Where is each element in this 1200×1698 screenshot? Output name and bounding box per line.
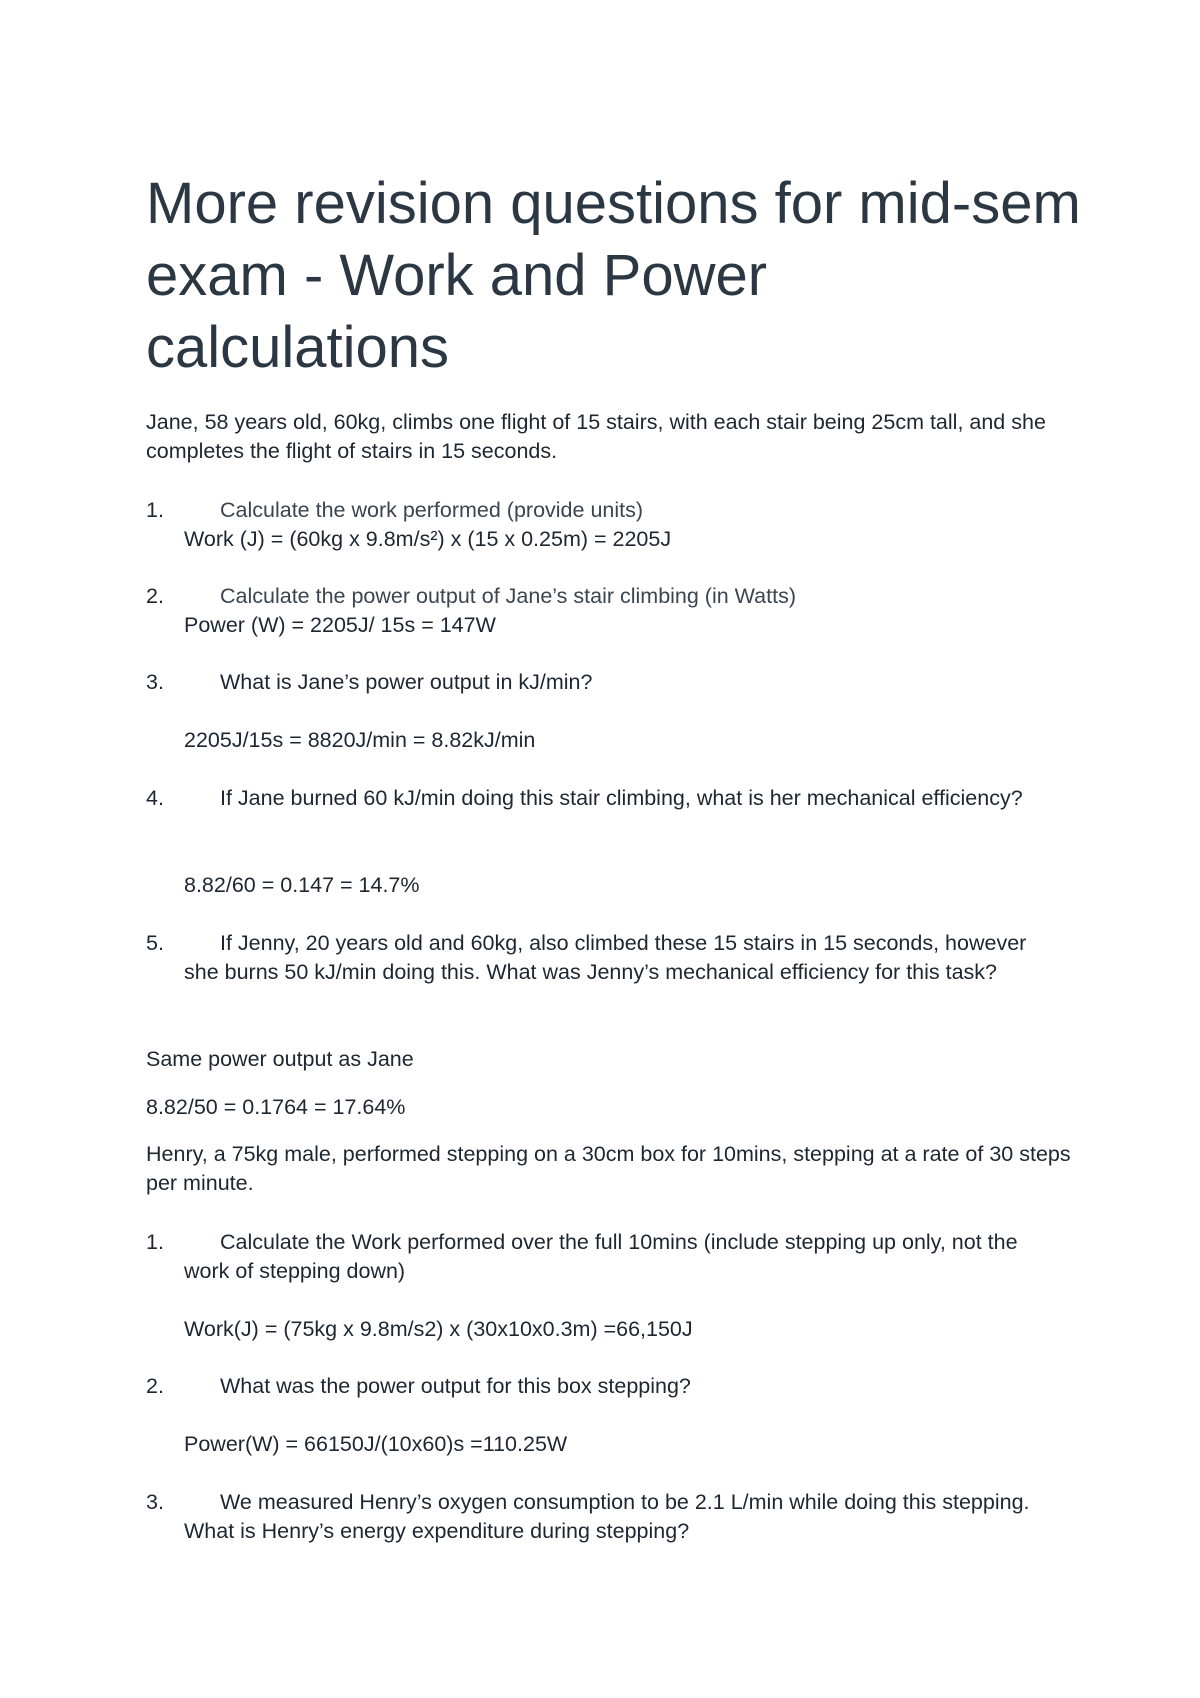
question-text: What is Jane’s power output in kJ/min? [220,670,593,694]
question-number: 1. [146,1230,164,1254]
question-number: 2. [146,1374,164,1398]
question-number: 2. [146,584,164,608]
answer-text: 2205J/15s = 8820J/min = 8.82kJ/min [184,728,536,752]
question-text: Calculate the Work performed over the full 10mins (include stepping up only, not the work of stepping down) [184,1230,1018,1283]
question-text: What was the power output for this box stepping? [220,1374,691,1398]
jane-intro: Jane, 58 years old, 60kg, climbs one flight of 15 stairs, with each stair being 25cm tall, and she completes the flight of stairs in 15 seconds. [146,410,1046,463]
henry-intro: Henry, a 75kg male, performed stepping on a 30cm box for 10mins, stepping at a rate of 30 steps per minute. [146,1142,1071,1195]
answer-text: Power (W) = 2205J/ 15s = 147W [184,613,496,637]
answer-text: 8.82/60 = 0.147 = 14.7% [184,873,420,897]
answer-text: Work(J) = (75kg x 9.8m/s2) x (30x10x0.3m) =66,150J [184,1317,693,1341]
jenny-answer: 8.82/50 = 0.1764 = 17.64% [146,1095,406,1119]
question-number: 3. [146,670,164,694]
question-number: 5. [146,931,164,955]
question-text: We measured Henry’s oxygen consumption to be 2.1 L/min while doing this stepping. What is Henry’s energy expenditure during stepping? [184,1490,1030,1543]
jenny-answer: Same power output as Jane [146,1047,414,1071]
question-number: 4. [146,786,164,810]
question-text: If Jane burned 60 kJ/min doing this stair climbing, what is her mechanical efficiency? [220,786,1023,810]
page-title: More revision questions for mid-sem exam - Work and Power calculations [146,171,1081,380]
question-text: Calculate the work performed (provide units) [220,498,644,522]
question-number: 3. [146,1490,164,1514]
question-number: 1. [146,498,164,522]
question-text: Calculate the power output of Jane’s stair climbing (in Watts) [220,584,796,608]
question-text: If Jenny, 20 years old and 60kg, also climbed these 15 stairs in 15 seconds, however she burns 50 kJ/min doing this. What was Jenny’s mechanical efficiency for this task? [184,931,1027,984]
answer-text: Power(W) = 66150J/(10x60)s =110.25W [184,1432,568,1456]
answer-text: Work (J) = (60kg x 9.8m/s²) x (15 x 0.25m) = 2205J [184,527,672,551]
